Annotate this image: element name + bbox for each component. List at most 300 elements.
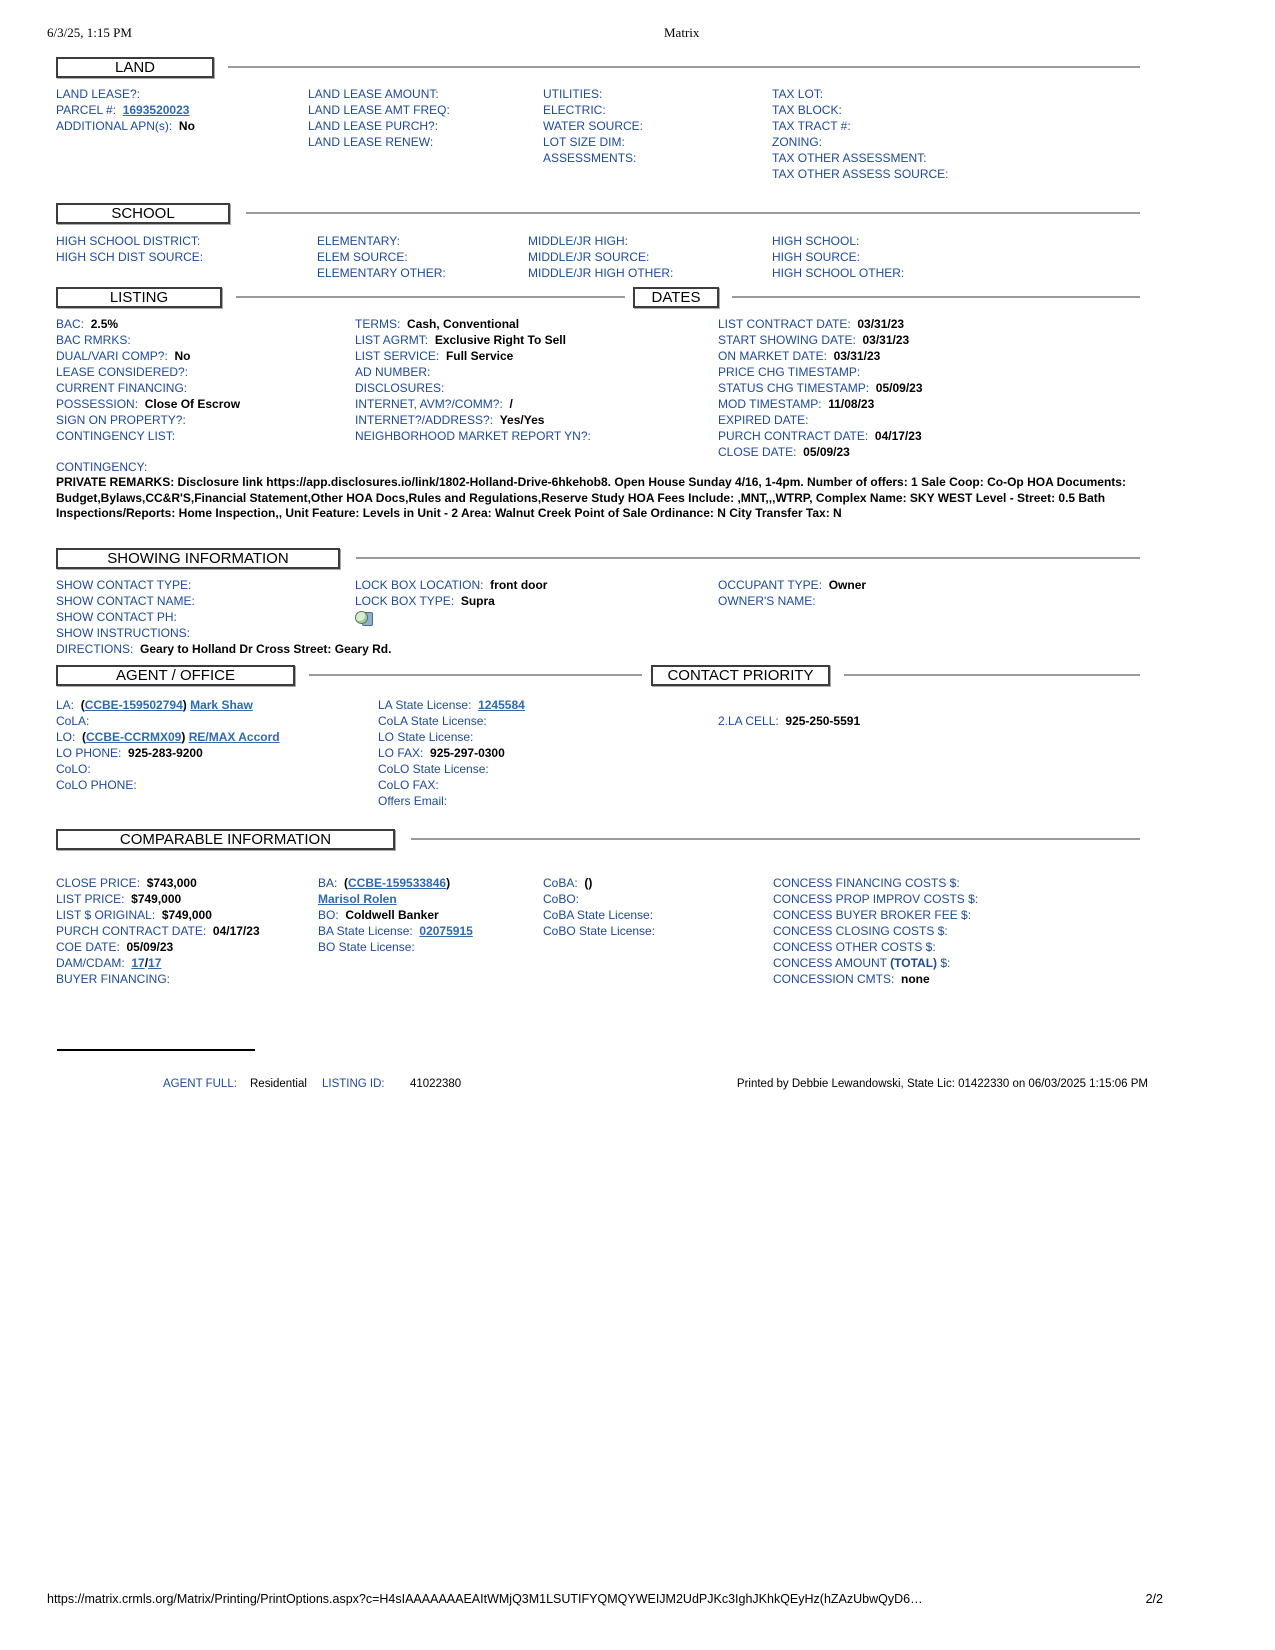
field-column (318, 875, 473, 955)
field-bac (56, 316, 240, 332)
field-ad-number (355, 364, 598, 380)
field-label: ELEMENTARY OTHER: (317, 266, 446, 280)
field-cola-state-license (378, 713, 525, 729)
section-title-box: LISTING (56, 287, 222, 308)
field-value: () (584, 876, 593, 890)
field-high-school (772, 233, 911, 249)
field-elementary-other (317, 265, 452, 281)
field-text: / (144, 956, 149, 970)
field-label: CoBA State License: (543, 908, 654, 922)
field-offers-email (378, 793, 525, 809)
field-label: CURRENT FINANCING: (56, 381, 188, 395)
field-current-financing (56, 380, 240, 396)
field-value: Exclusive Right To Sell (434, 333, 566, 347)
field-concess-buyer-broker-fee (773, 907, 985, 923)
field-label: SHOW CONTACT NAME: (56, 594, 195, 608)
field-label: LA State License: (378, 698, 472, 712)
field-label: SHOW CONTACT TYPE: (56, 578, 192, 592)
field-coe-date (56, 939, 260, 955)
page-number: 2/2 (1145, 1592, 1163, 1606)
field-close-date (718, 444, 923, 460)
field-occupant-type (718, 577, 866, 593)
field-bac-rmrks (56, 332, 240, 348)
field-label: LOCK BOX TYPE: (355, 594, 455, 608)
field-text: CONCESS AMOUNT (773, 956, 891, 970)
field-column (718, 316, 923, 460)
field-terms (355, 316, 598, 332)
field-tax-other-assess-source (772, 166, 955, 182)
field-column (56, 875, 260, 987)
field-label: LAND LEASE AMT FREQ: (308, 103, 450, 117)
field-text: ( (82, 730, 87, 744)
field-value: 925-283-9200 (128, 746, 203, 760)
field-coba (543, 875, 662, 891)
section-title-box: AGENT / OFFICE (56, 665, 295, 686)
field-label: PRICE CHG TIMESTAMP: (718, 365, 861, 379)
section-rule (411, 838, 1140, 840)
field-list-price (56, 891, 260, 907)
contingency-block (56, 459, 1140, 522)
field-list-original (56, 907, 260, 923)
lockbox-clock-icon[interactable] (355, 611, 373, 625)
field-label: POSSESSION: (56, 397, 139, 411)
field-label: BAC: (56, 317, 85, 331)
field-label: BA: (318, 876, 338, 890)
ccbe-ccrmx09-link[interactable]: CCBE-CCRMX09 (86, 730, 182, 744)
field-high-source (772, 249, 911, 265)
field-tax-block (772, 102, 955, 118)
section-rule (732, 296, 1140, 298)
field-label: 2.LA CELL: (718, 714, 779, 728)
field-value: $749,000 (161, 908, 212, 922)
field-label: HIGH SCH DIST SOURCE: (56, 250, 204, 264)
field-lot-size-dim (543, 134, 650, 150)
marisol-rolen-link[interactable]: Marisol Rolen (318, 892, 397, 906)
field-list-agrmt (355, 332, 598, 348)
field-middle-jr-high (528, 233, 680, 249)
field-label: TAX BLOCK: (772, 103, 842, 117)
field-label: LAND LEASE PURCH?: (308, 119, 439, 133)
agent-full-value: Residential (250, 1078, 307, 1090)
field-label: LIST $ ORIGINAL: (56, 908, 156, 922)
section-agent-office (56, 665, 1140, 808)
field-start-showing-date (718, 332, 923, 348)
field-value: Geary to Holland Dr Cross Street: Geary Rd. (140, 642, 392, 656)
17-link[interactable]: 17 (148, 956, 162, 970)
field-label: LO PHONE: (56, 746, 122, 760)
field-label: DISCLOSURES: (355, 381, 445, 395)
field-value: 03/31/23 (857, 317, 905, 331)
contingency-label: CONTINGENCY: (56, 460, 148, 474)
field-value: 03/31/23 (862, 333, 910, 347)
field-column (317, 233, 452, 281)
field-label: PURCH CONTRACT DATE: (718, 429, 869, 443)
field-elementary (317, 233, 452, 249)
field-label: MIDDLE/JR SOURCE: (528, 250, 650, 264)
field-value: 05/09/23 (803, 445, 850, 459)
field-label: DAM/CDAM: (56, 956, 125, 970)
field-label: TAX OTHER ASSESS SOURCE: (772, 167, 949, 181)
field-column (718, 577, 866, 609)
field-label: UTILITIES: (543, 87, 603, 101)
field-value: 2.5% (90, 317, 119, 331)
field-label: CONCESS OTHER COSTS $: (773, 940, 936, 954)
field-label: CONCESS CLOSING COSTS $: (773, 924, 948, 938)
field-land-lease-purch (308, 118, 457, 134)
field-value: 925-250-5591 (785, 714, 861, 728)
field-value: Cash, Conventional (407, 317, 520, 331)
field-status-chg-timestamp (718, 380, 923, 396)
field-column (56, 577, 391, 657)
field-label: AD NUMBER: (355, 365, 431, 379)
field-label: MOD TIMESTAMP: (718, 397, 822, 411)
17-link[interactable]: 17 (131, 956, 145, 970)
report-footer (56, 1076, 1148, 1092)
field-concess-closing-costs (773, 923, 985, 939)
section-title-box: SHOWING INFORMATION (56, 548, 340, 569)
field-label: LAND LEASE RENEW: (308, 135, 434, 149)
field-label: LIST SERVICE: (355, 349, 440, 363)
section-title-box-contact-priority: CONTACT PRIORITY (651, 665, 830, 686)
section-comparable-information (56, 829, 1140, 986)
field-label: ZONING: (772, 135, 822, 149)
02075915-link[interactable]: 02075915 (419, 924, 473, 938)
field-land-lease-amount (308, 86, 457, 102)
section-rule (236, 296, 625, 298)
section-header (56, 203, 1140, 224)
section-header (56, 665, 1140, 686)
field-label: LIST CONTRACT DATE: (718, 317, 851, 331)
field-internet-address (355, 412, 598, 428)
field-high-school-other (772, 265, 911, 281)
field-show-contact-type (56, 577, 391, 593)
field-label: ASSESSMENTS: (543, 151, 637, 165)
field-value: $749,000 (131, 892, 182, 906)
field-value: 05/09/23 (126, 940, 174, 954)
field-label: INTERNET?/ADDRESS?: (355, 413, 494, 427)
field-label: TAX OTHER ASSESSMENT: (772, 151, 927, 165)
field-label: LEASE CONSIDERED?: (56, 365, 189, 379)
field-value: none (901, 972, 930, 986)
field-column (773, 875, 985, 987)
field-colo-phone (56, 777, 280, 793)
field-label: HIGH SOURCE: (772, 250, 861, 264)
mark-shaw-link[interactable]: Mark Shaw (190, 698, 253, 712)
field-value: / (509, 397, 513, 411)
1245584-link[interactable]: 1245584 (478, 698, 525, 712)
field-value: front door (490, 578, 548, 592)
field-label: CONCESS PROP IMPROV COSTS $: (773, 892, 979, 906)
field-label: TAX TRACT #: (772, 119, 851, 133)
field-land-lease (56, 86, 195, 102)
field-ba-state-license (318, 923, 473, 939)
field-label: CoLA: (56, 714, 90, 728)
field-text: ) (446, 876, 451, 890)
page-title: Matrix (664, 25, 700, 40)
concess-amount-total (773, 955, 985, 971)
field-lease-considered (56, 364, 240, 380)
field-column (56, 697, 280, 793)
field-label: ELECTRIC: (543, 103, 606, 117)
listing-id-value: 41022380 (410, 1078, 462, 1090)
field-lo-state-license (378, 729, 525, 745)
field-tax-tract (772, 118, 955, 134)
field-la (56, 697, 280, 713)
field-purch-contract-date (718, 428, 923, 444)
field-label: CoLO PHONE: (56, 778, 137, 792)
field-value: 925-297-0300 (430, 746, 505, 760)
field-text: $: (937, 956, 951, 970)
section-header (56, 548, 1140, 569)
field-column (308, 86, 457, 150)
section-school (56, 203, 1140, 280)
section-showing-information (56, 548, 1140, 656)
section-listing (56, 287, 1140, 459)
field-label: HIGH SCHOOL DISTRICT: (56, 234, 201, 248)
field-tax-lot (772, 86, 955, 102)
field-neighborhood-market-report-yn (355, 428, 598, 444)
section-header (56, 829, 1140, 850)
print-datetime: 6/3/25, 1:15 PM (47, 25, 132, 40)
field-middle-jr-source (528, 249, 680, 265)
field-purch-contract-date (56, 923, 260, 939)
field-label: BUYER FINANCING: (56, 972, 171, 986)
field-label: ELEM SOURCE: (317, 250, 408, 264)
section-title-box-dates: DATES (633, 287, 719, 308)
field-label: CoBA: (543, 876, 578, 890)
lockbox-clock-row (355, 609, 547, 625)
field-label: BO: (318, 908, 339, 922)
field-cobo-state-license (543, 923, 662, 939)
field-lo (56, 729, 280, 745)
field-tax-other-assessment (772, 150, 955, 166)
field-value: 11/08/23 (828, 397, 875, 411)
field-concess-other-costs (773, 939, 985, 955)
field-high-sch-dist-source (56, 249, 210, 265)
section-rule (228, 66, 1140, 68)
section-title-box: COMPARABLE INFORMATION (56, 829, 395, 850)
field-land-lease-amt-freq (308, 102, 457, 118)
field-lo-fax (378, 745, 525, 761)
section-rule (356, 557, 1140, 559)
field-concess-financing-costs (773, 875, 985, 891)
field-show-instructions (56, 625, 391, 641)
field-zoning (772, 134, 955, 150)
section-title-box: LAND (56, 57, 214, 78)
field-assessments (543, 150, 650, 166)
private-remarks: PRIVATE REMARKS: Disclosure link https://app.disclosures.io/link/1802-Holland-Drive-6hkehob8. Open House Sunday 4/16, 1-4pm. Number of offers: 1 Sale Coop: Co-Op HOA Documents: Budget,Bylaws,CC&R'S,Financial Statement,Other HOA Docs,Rules and Regulations,Reserve Study HOA Fees Include: ,MNT,,,WTRP, Complex Name: SKY WEST Level - Street: 0.5 Bath Inspections/Reports: Home Inspection,, Unit Feature: Levels in Unit - 2 Area: Walnut Creek Point of Sale Ordinance: N City Transfer Tax: N (56, 475, 1126, 520)
field-column (378, 697, 525, 809)
field-value: 05/09/23 (875, 381, 923, 395)
field-value: Supra (460, 594, 495, 608)
field-column (56, 233, 210, 265)
field-list-service (355, 348, 598, 364)
field-column (718, 697, 860, 729)
field-label: COE DATE: (56, 940, 120, 954)
1693520023-link[interactable]: 1693520023 (122, 103, 190, 117)
field-label: BO State License: (318, 940, 415, 954)
field-show-contact-name (56, 593, 391, 609)
field-column (56, 316, 240, 444)
field-label: DIRECTIONS: (56, 642, 134, 656)
field-column (56, 86, 195, 134)
field-additional-apn-s (56, 118, 195, 134)
field-label: LAND LEASE?: (56, 87, 141, 101)
field-lo-phone (56, 745, 280, 761)
section-rule (844, 674, 1140, 676)
field-label: START SHOWING DATE: (718, 333, 856, 347)
field-close-price (56, 875, 260, 891)
field-land-lease-renew (308, 134, 457, 150)
field-label: OWNER'S NAME: (718, 594, 816, 608)
ccbe-159502794-link[interactable]: CCBE-159502794 (84, 698, 183, 712)
section-rule (309, 674, 642, 676)
field-label: BAC RMRKS: (56, 333, 131, 347)
field-label: CoLO FAX: (378, 778, 439, 792)
field-label: SHOW INSTRUCTIONS: (56, 626, 190, 640)
field-middle-jr-high-other (528, 265, 680, 281)
field-value: 04/17/23 (874, 429, 922, 443)
field-label: TERMS: (355, 317, 401, 331)
field-possession (56, 396, 240, 412)
field-label: LO FAX: (378, 746, 424, 760)
field-label: ELEMENTARY: (317, 234, 400, 248)
field-water-source (543, 118, 650, 134)
field-lock-box-location (355, 577, 547, 593)
field-mod-timestamp (718, 396, 923, 412)
ccbe-159533846-link[interactable]: CCBE-159533846 (348, 876, 447, 890)
field-label: MIDDLE/JR HIGH: (528, 234, 629, 248)
field-concession-cmts (773, 971, 985, 987)
field-column (355, 316, 598, 444)
field-label: LIST AGRMT: (355, 333, 429, 347)
field-label: DUAL/VARI COMP?: (56, 349, 168, 363)
field-label: LA: (56, 698, 75, 712)
field-label: HIGH SCHOOL: (772, 234, 860, 248)
field-label: WATER SOURCE: (543, 119, 644, 133)
field-label: CLOSE PRICE: (56, 876, 141, 890)
field-value: 04/17/23 (212, 924, 260, 938)
re-max-accord-link[interactable]: RE/MAX Accord (188, 730, 280, 744)
field-label: SIGN ON PROPERTY?: (56, 413, 186, 427)
field-column (772, 233, 911, 281)
field-value: $743,000 (146, 876, 197, 890)
field-bo-state-license (318, 939, 473, 955)
section-land (56, 57, 1140, 181)
field-column (528, 233, 680, 281)
field-utilities (543, 86, 650, 102)
field-column (543, 86, 650, 166)
field-colo-fax (378, 777, 525, 793)
field-label: ADDITIONAL APN(s): (56, 119, 173, 133)
field-ba (318, 875, 473, 891)
section-header (56, 287, 1140, 308)
field-label: BA State License: (318, 924, 413, 938)
field-disclosures (355, 380, 598, 396)
field-buyer-financing (56, 971, 260, 987)
field-colo (56, 761, 280, 777)
field-label: CoBO: (543, 892, 580, 906)
field-label: OCCUPANT TYPE: (718, 578, 823, 592)
field-label: CONCESS BUYER BROKER FEE $: (773, 908, 972, 922)
field-column (355, 577, 547, 625)
field-label: LO: (56, 730, 76, 744)
field-parcel (56, 102, 195, 118)
field-label: Offers Email: (378, 794, 448, 808)
field-value: Full Service (445, 349, 514, 363)
field-bo (318, 907, 473, 923)
field-text: ) (181, 730, 189, 744)
field-label: STATUS CHG TIMESTAMP: (718, 381, 870, 395)
field-value: Close Of Escrow (144, 397, 241, 411)
field-column (543, 875, 662, 939)
printed-by-text: Printed by Debbie Lewandowski, State Lic: 01422330 on 06/03/2025 1:15:06 PM (736, 1078, 1148, 1090)
field-label: LOT SIZE DIM: (543, 135, 625, 149)
field-label: CLOSE DATE: (718, 445, 797, 459)
field-price-chg-timestamp (718, 364, 923, 380)
field-label: CoBO State License: (543, 924, 656, 938)
field-cobo (543, 891, 662, 907)
field-text: ( (344, 876, 349, 890)
field-colo-state-license (378, 761, 525, 777)
field-column (772, 86, 955, 182)
field-concess-prop-improv-costs (773, 891, 985, 907)
field-directions (56, 641, 391, 657)
section-rule (246, 212, 1140, 214)
field-label: LAND LEASE AMOUNT: (308, 87, 439, 101)
field-coba-state-license (543, 907, 662, 923)
field-label: LOCK BOX LOCATION: (355, 578, 484, 592)
field-2-la-cell (718, 713, 860, 729)
field-label: INTERNET, AVM?/COMM?: (355, 397, 503, 411)
field-cola (56, 713, 280, 729)
field-high-school-district (56, 233, 210, 249)
field-dual-vari-comp (56, 348, 240, 364)
field-label: MIDDLE/JR HIGH OTHER: (528, 266, 674, 280)
listing-id-label: LISTING ID: (322, 1078, 385, 1090)
field-label: TAX LOT: (772, 87, 824, 101)
field-label: HIGH SCHOOL OTHER: (772, 266, 905, 280)
footer-divider-line (57, 1049, 255, 1051)
field-label: PURCH CONTRACT DATE: (56, 924, 207, 938)
field-value: Yes/Yes (499, 413, 545, 427)
field-value: No (174, 349, 191, 363)
section-title-box: SCHOOL (56, 203, 230, 224)
field-contingency-list (56, 428, 240, 444)
field-elem-source (317, 249, 452, 265)
field-label: LIST PRICE: (56, 892, 125, 906)
field-list-contract-date (718, 316, 923, 332)
field-label: NEIGHBORHOOD MARKET REPORT YN?: (355, 429, 591, 443)
field-owner-s-name (718, 593, 866, 609)
field-value: Owner (828, 578, 867, 592)
field-label: CONTINGENCY LIST: (56, 429, 176, 443)
print-url: https://matrix.crmls.org/Matrix/Printing/PrintOptions.aspx?c=H4sIAAAAAAAEAItWMjQ3M1LSUTIFYQMQYWEIJM2UdPJKc3IghJKhkQEyHz(hZAzUbwQyD6… (47, 1592, 923, 1606)
field-value: Coldwell Banker (345, 908, 439, 922)
browser-print-footer (47, 1592, 1163, 1606)
field-label: PARCEL #: (56, 103, 117, 117)
field-row (718, 697, 860, 713)
field-expired-date (718, 412, 923, 428)
field-text: ( (80, 698, 85, 712)
field-label: CONCESS FINANCING COSTS $: (773, 876, 960, 890)
field-label: CoLO: (56, 762, 91, 776)
field-lock-box-type (355, 593, 547, 609)
field-label: CoLA State License: (378, 714, 487, 728)
field-sign-on-property (56, 412, 240, 428)
field-text: ) (182, 698, 191, 712)
field-label: CONCESSION CMTS: (773, 972, 895, 986)
